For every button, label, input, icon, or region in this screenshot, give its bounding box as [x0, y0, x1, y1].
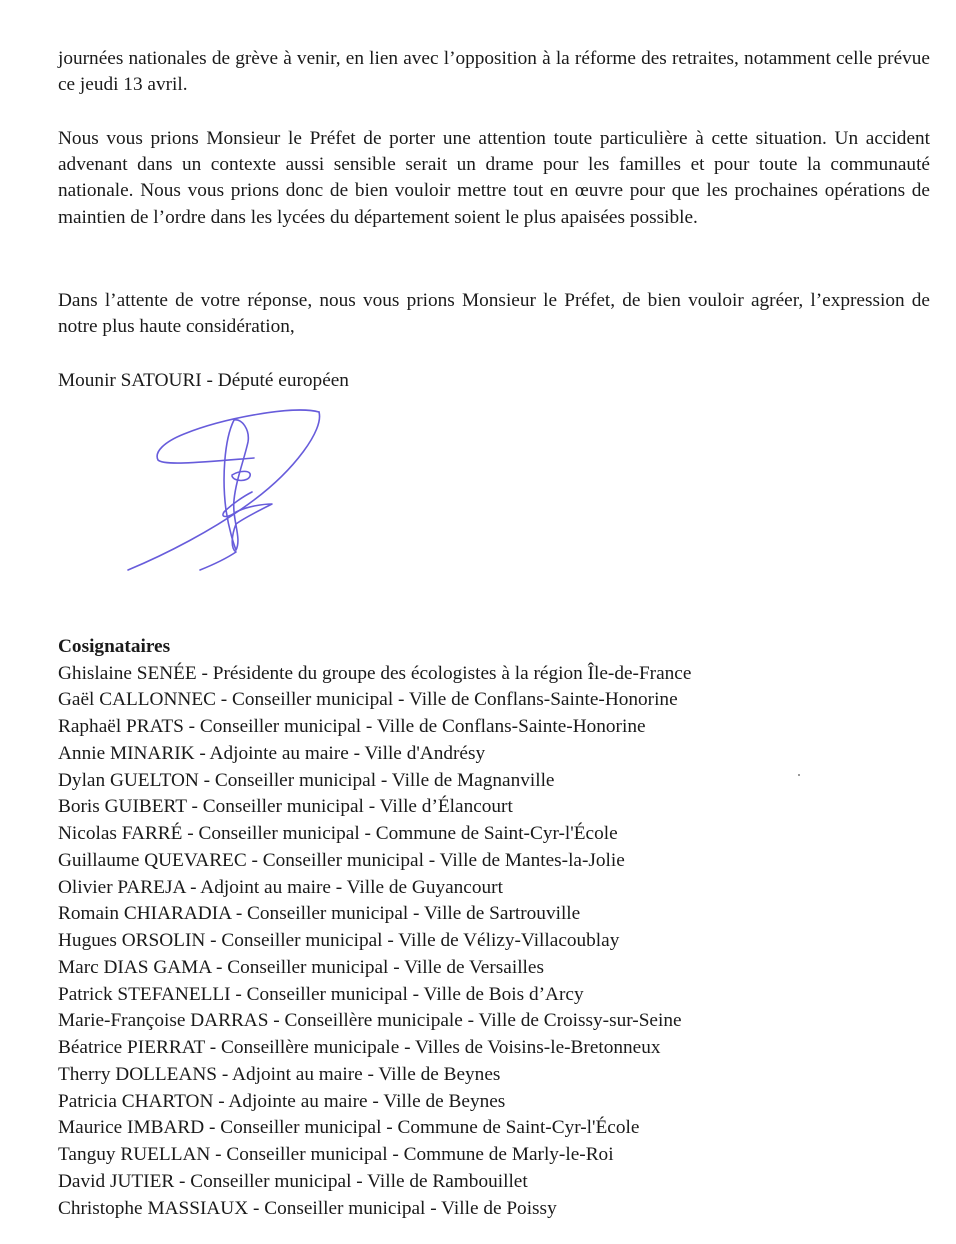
list-item: Christophe MASSIAUX - Conseiller municipal - Ville de Poissy	[58, 1197, 557, 1219]
list-item: Béatrice PIERRAT - Conseillère municipale - Villes de Voisins-le-Bretonneux	[58, 1037, 661, 1059]
scan-speck	[798, 774, 800, 776]
paragraph-request-attention: Nous vous prions Monsieur le Préfet de porter une attention toute particulière à cette situation. Un accident advenant dans un contexte aussi sensible serait un drame pour les familles et pour toute la communauté nationale. Nous vous prions donc de bien vouloir mettre tout en œuvre pour que les prochaines opérations de maintien de l’ordre dans les lycées du département soient le plus apaisées possible.	[58, 128, 930, 228]
paragraph-strike-days: journées nationales de grève à venir, en lien avec l’opposition à la réforme des retraites, notamment celle prévue ce jeudi 13 avril.	[58, 48, 930, 96]
list-item: Maurice IMBARD - Conseiller municipal - Commune de Saint-Cyr-l'École	[58, 1117, 640, 1139]
list-item: Gaël CALLONNEC - Conseiller municipal - Ville de Conflans-Sainte-Honorine	[58, 689, 678, 711]
cosignatories-section	[58, 634, 938, 1222]
list-item: Dylan GUELTON - Conseiller municipal - Ville de Magnanville	[58, 769, 555, 791]
list-item: Raphaël PRATS - Conseiller municipal - Ville de Conflans-Sainte-Honorine	[58, 716, 646, 738]
list-item: Hugues ORSOLIN - Conseiller municipal - Ville de Vélizy-Villacoublay	[58, 930, 620, 952]
list-item: Ghislaine SENÉE - Présidente du groupe des écologistes à la région Île-de-France	[58, 662, 692, 684]
list-item: David JUTIER - Conseiller municipal - Ville de Rambouillet	[58, 1170, 528, 1192]
list-item: Olivier PAREJA - Adjoint au maire - Ville de Guyancourt	[58, 876, 503, 898]
list-item: Patrick STEFANELLI - Conseiller municipal - Ville de Bois d’Arcy	[58, 983, 584, 1005]
list-item: Romain CHIARADIA - Conseiller municipal - Ville de Sartrouville	[58, 903, 581, 925]
paragraph-closing-formula: Dans l’attente de votre réponse, nous vous prions Monsieur le Préfet, de bien vouloir agréer, l’expression de notre plus haute considération,	[58, 290, 930, 338]
signatory-name: Mounir SATOURI - Député européen	[58, 370, 349, 391]
list-item: Nicolas FARRÉ - Conseiller municipal - Commune de Saint-Cyr-l'École	[58, 823, 618, 845]
list-item: Patricia CHARTON - Adjointe au maire - Ville de Beynes	[58, 1090, 506, 1112]
list-item: Marie-Françoise DARRAS - Conseillère municipale - Ville de Croissy-sur-Seine	[58, 1010, 682, 1032]
list-item: Guillaume QUEVAREC - Conseiller municipal - Ville de Mantes-la-Jolie	[58, 849, 625, 871]
cosignatories-list	[58, 661, 938, 1223]
list-item: Boris GUIBERT - Conseiller municipal - Ville d’Élancourt	[58, 796, 513, 818]
list-item: Therry DOLLEANS - Adjoint au maire - Ville de Beynes	[58, 1063, 501, 1085]
list-item: Marc DIAS GAMA - Conseiller municipal - Ville de Versailles	[58, 956, 544, 978]
cosignatories-title: Cosignataires	[58, 636, 171, 657]
list-item: Annie MINARIK - Adjointe au maire - Ville d'Andrésy	[58, 742, 486, 764]
handwritten-signature-icon	[124, 400, 324, 575]
list-item: Tanguy RUELLAN - Conseiller municipal - Commune de Marly-le-Roi	[58, 1144, 614, 1166]
